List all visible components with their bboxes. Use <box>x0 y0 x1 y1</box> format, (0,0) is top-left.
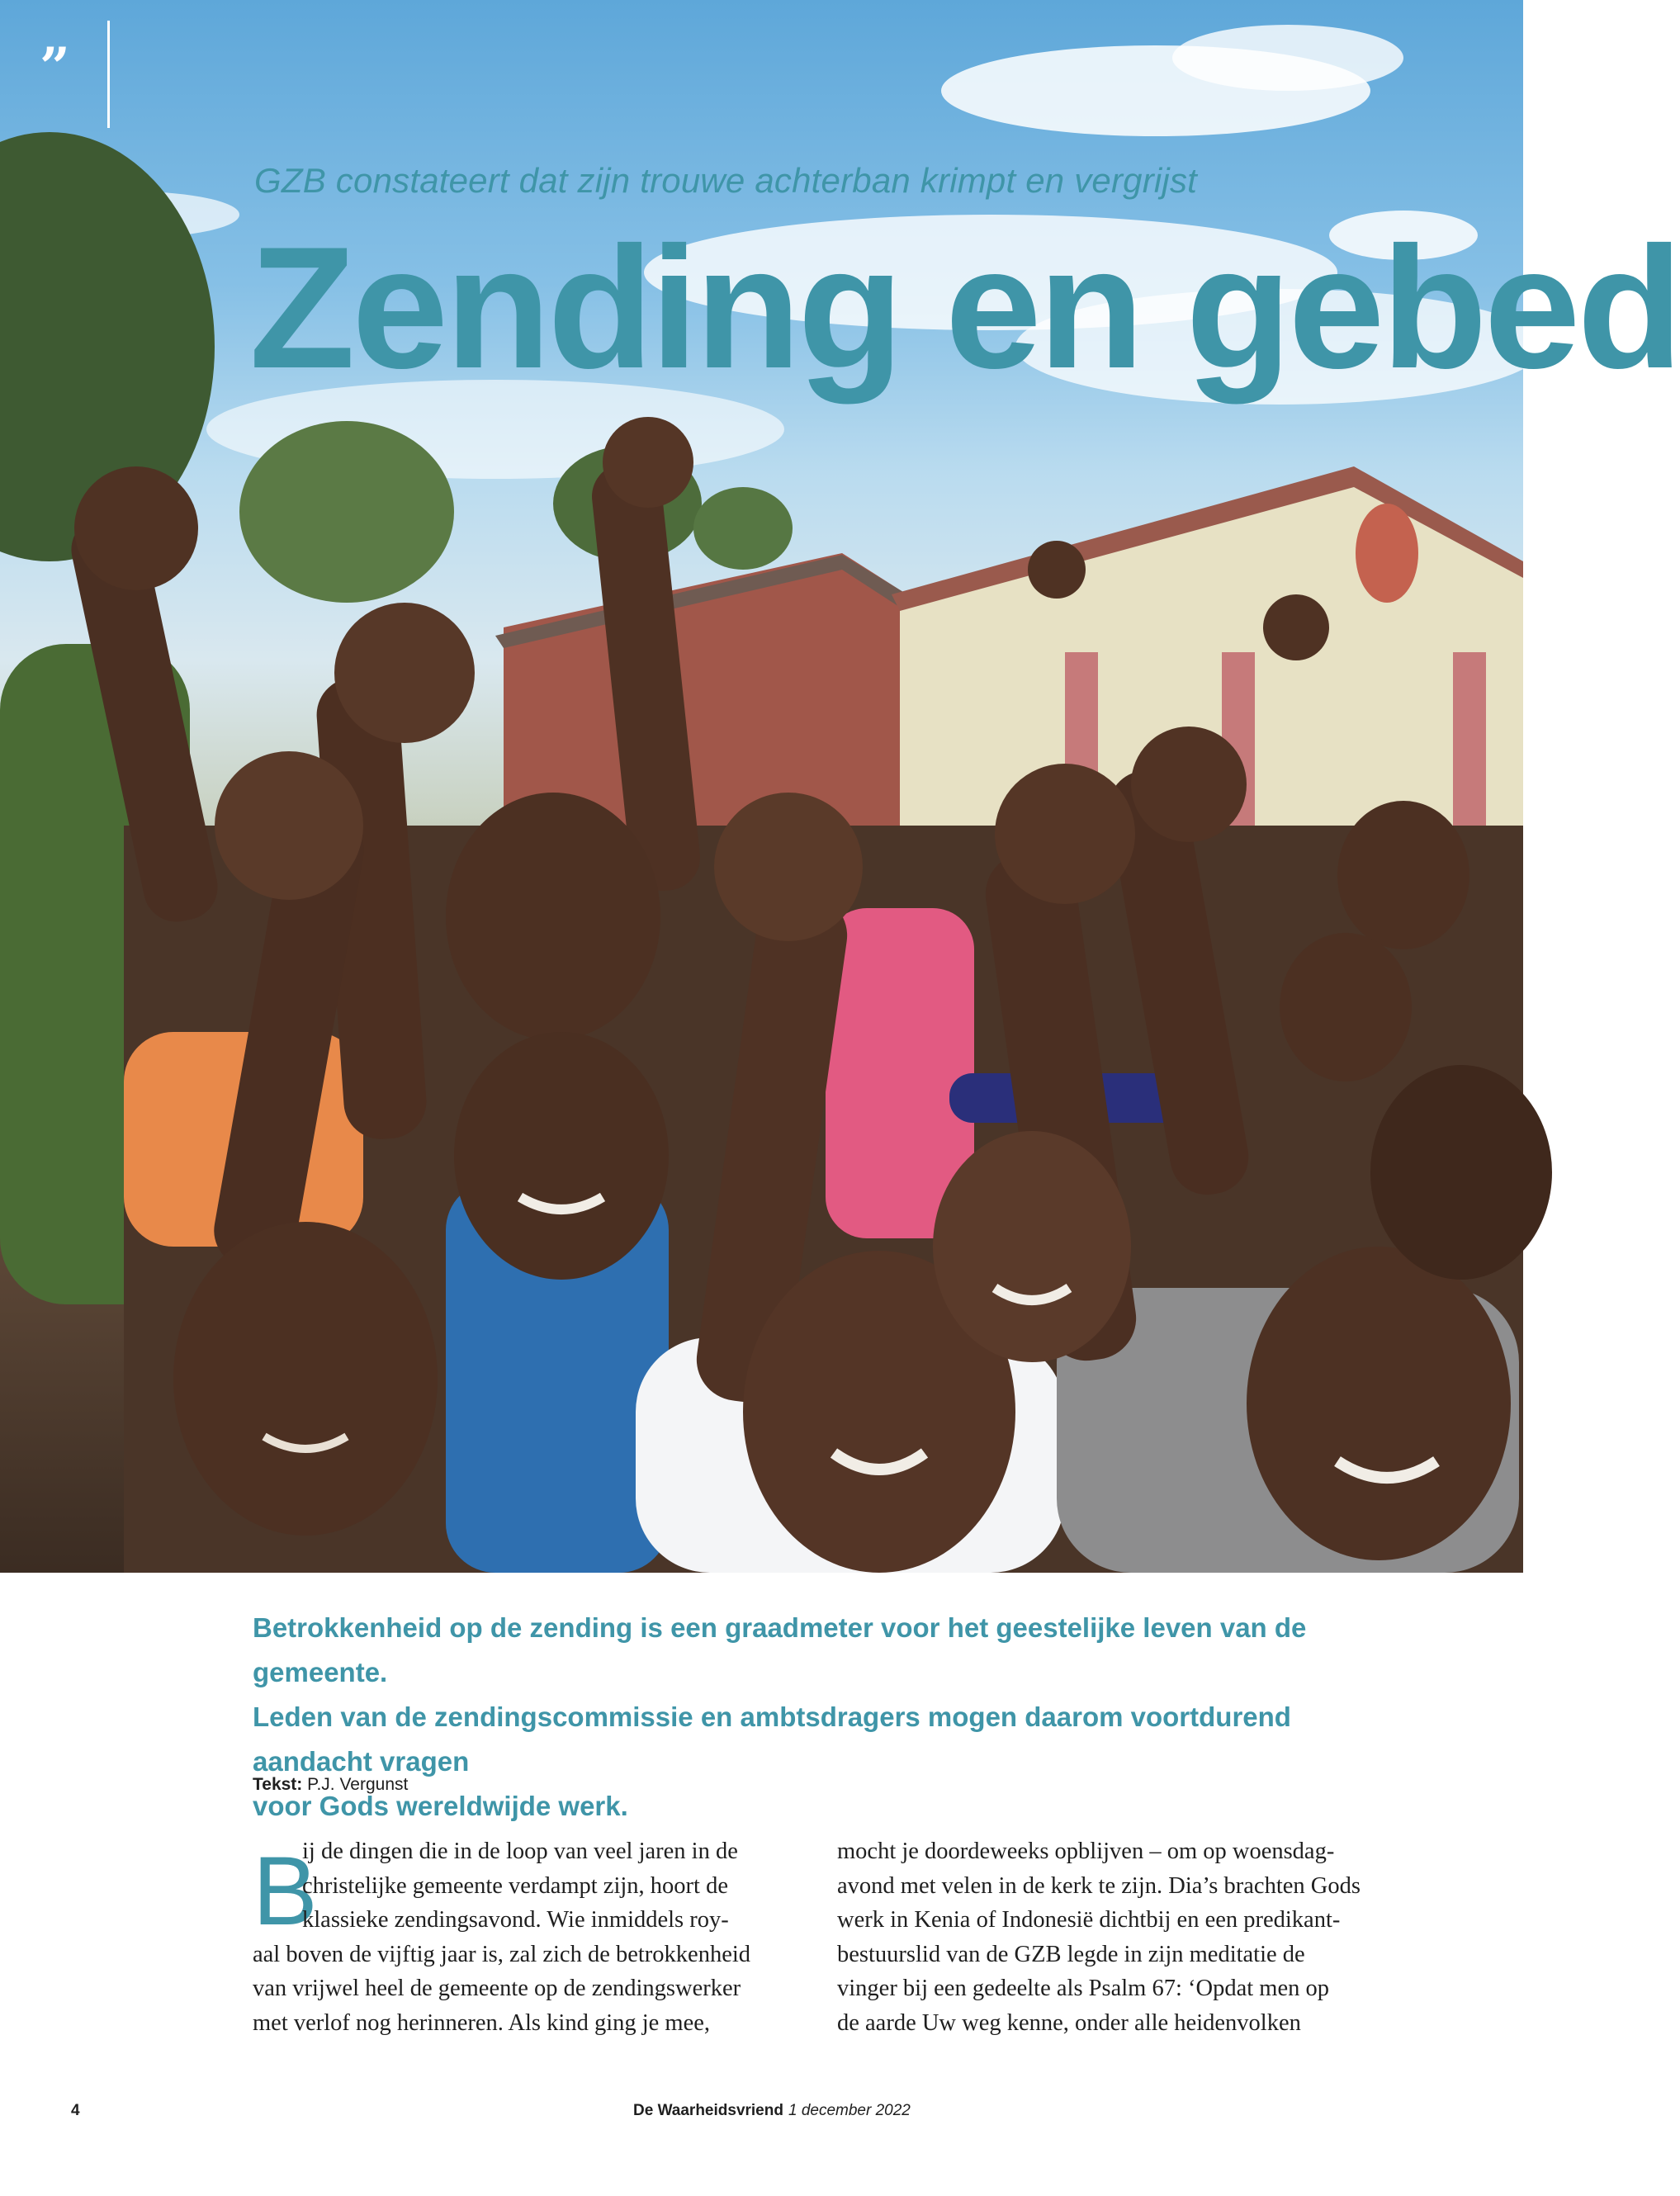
intro-lead <box>253 1606 1400 1829</box>
byline-label: Tekst: <box>253 1775 303 1794</box>
body-line: met verlof nog herinneren. Als kind ging je mee, <box>253 2009 711 2036</box>
body-line: avond met velen in de kerk te zijn. Dia’s brachten Gods <box>837 1872 1361 1899</box>
publication-name: De Waarheidsvriend <box>633 2102 783 2119</box>
page-number: 4 <box>71 2102 80 2119</box>
kicker: GZB constateert dat zijn trouwe achterban krimpt en vergrijst <box>254 161 1198 200</box>
intro-line: Leden van de zendingscommissie en ambtsdragers mogen daarom voortdurend aandacht vragen <box>253 1701 1291 1777</box>
intro-line: Betrokkenheid op de zending is een graadmeter voor het geestelijke leven van de gemeente. <box>253 1612 1307 1687</box>
body-line: klassieke zendingsavond. Wie inmiddels roy- <box>302 1907 729 1933</box>
body-line: werk in Kenia of Indonesië dichtbij en een predikant- <box>837 1907 1341 1933</box>
body-column-2 <box>837 1834 1374 2040</box>
body-line: van vrijwel heel de gemeente op de zendingswerker <box>253 1976 741 2001</box>
body-column-1 <box>253 1834 789 2040</box>
body-line: christelijke gemeente verdampt zijn, hoort de <box>302 1872 728 1899</box>
byline-author: P.J. Vergunst <box>307 1775 409 1794</box>
body-line: vinger bij een gedeelte als Psalm 67: ‘Opdat men op <box>837 1976 1329 2001</box>
body-line: ij de dingen die in de loop van veel jaren in de <box>302 1839 738 1864</box>
headline: Zending en gebed <box>249 211 1680 405</box>
intro-line: voor Gods wereldwijde werk. <box>253 1791 628 1821</box>
footer-publication <box>633 2102 911 2120</box>
drop-cap: B <box>253 1837 318 1946</box>
quote-rule <box>107 21 110 128</box>
body-line: aal boven de vijftig jaar is, zal zich de betrokkenheid <box>253 1941 751 1967</box>
body-line: de aarde Uw weg kenne, onder alle heidenvolken <box>837 2009 1301 2036</box>
quote-mark-icon: ” <box>40 36 70 98</box>
body-line: mocht je doordeweeks opblijven – om op woensdag- <box>837 1839 1335 1864</box>
publication-date: 1 december 2022 <box>788 2102 911 2119</box>
byline <box>253 1775 408 1795</box>
body-line: bestuurslid van de GZB legde in zijn meditatie de <box>837 1941 1305 1967</box>
